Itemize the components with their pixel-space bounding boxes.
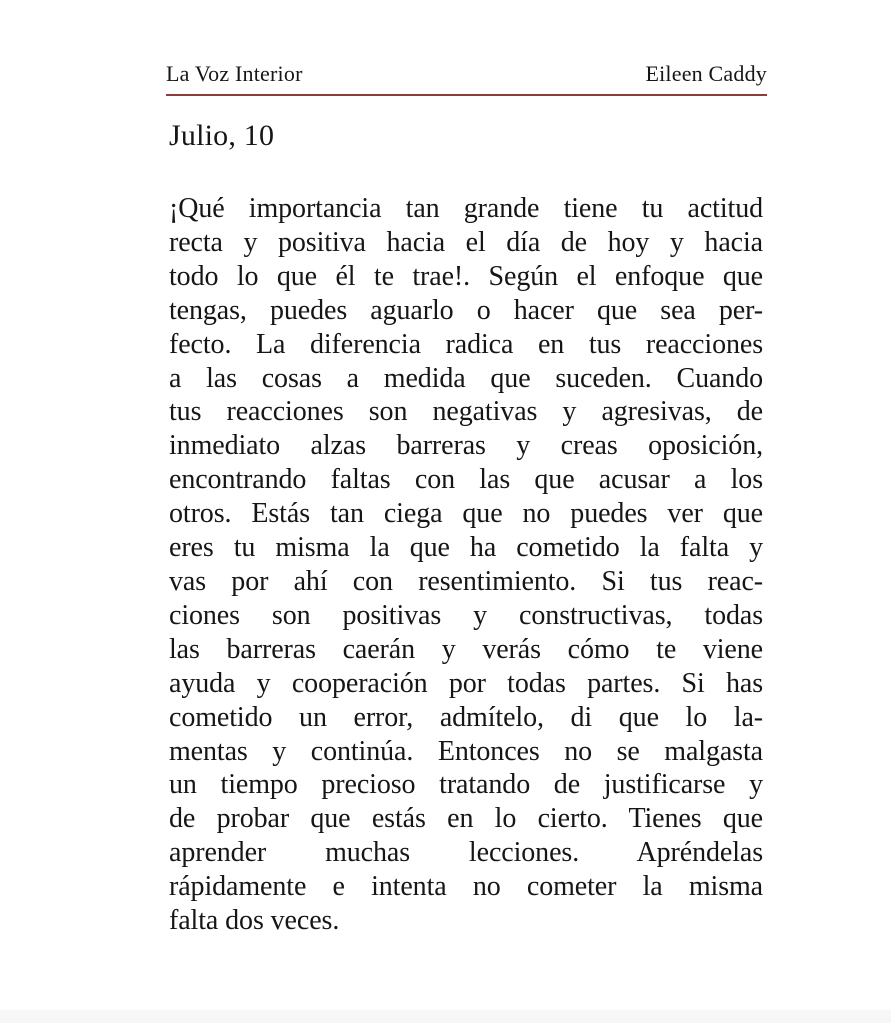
body-line: rápidamente e intenta no cometer la misma	[169, 871, 763, 903]
body-line: ¡Qué importancia tan grande tiene tu actitud	[169, 193, 763, 224]
body-line: todo lo que él te trae!. Según el enfoque que	[169, 260, 763, 292]
body-line: vas por ahí con resentimiento. Si tus reac-	[169, 565, 763, 597]
body-line: aprender muchas lecciones. Apréndelas	[169, 837, 763, 869]
page-bottom-edge	[0, 1010, 891, 1023]
body-line: otros. Estás tan ciega que no puedes ver que	[169, 498, 763, 530]
body-line: mentas y continúa. Entonces no se malgasta	[169, 735, 763, 767]
body-line: ciones son positivas y constructivas, todas	[169, 599, 763, 631]
running-title: La Voz Interior	[166, 61, 303, 86]
body-line: falta dos veces.	[169, 905, 340, 937]
body-line: tengas, puedes aguarlo o hacer que sea per-	[169, 294, 763, 326]
body-text	[169, 192, 763, 938]
author-name: Eileen Caddy	[645, 61, 767, 86]
date-heading: Julio, 10	[169, 119, 275, 152]
body-line: recta y positiva hacia el día de hoy y hacia	[169, 226, 763, 258]
body-line: inmediato alzas barreras y creas oposición,	[169, 430, 763, 462]
body-line: ayuda y cooperación por todas partes. Si has	[169, 667, 763, 699]
body-line: fecto. La diferencia radica en tus reacciones	[169, 328, 763, 360]
body-line: tus reacciones son negativas y agresivas, de	[169, 396, 763, 428]
body-line: de probar que estás en lo cierto. Tienes que	[169, 803, 763, 835]
body-line: a las cosas a medida que suceden. Cuando	[169, 362, 763, 394]
body-line: eres tu misma la que ha cometido la falta y	[169, 532, 763, 564]
body-line: un tiempo precioso tratando de justificarse y	[169, 769, 763, 801]
body-line: las barreras caerán y verás cómo te viene	[169, 633, 763, 665]
body-line: cometido un error, admítelo, di que lo la-	[169, 701, 763, 733]
page-header	[166, 61, 767, 96]
body-line: encontrando faltas con las que acusar a los	[169, 464, 763, 496]
